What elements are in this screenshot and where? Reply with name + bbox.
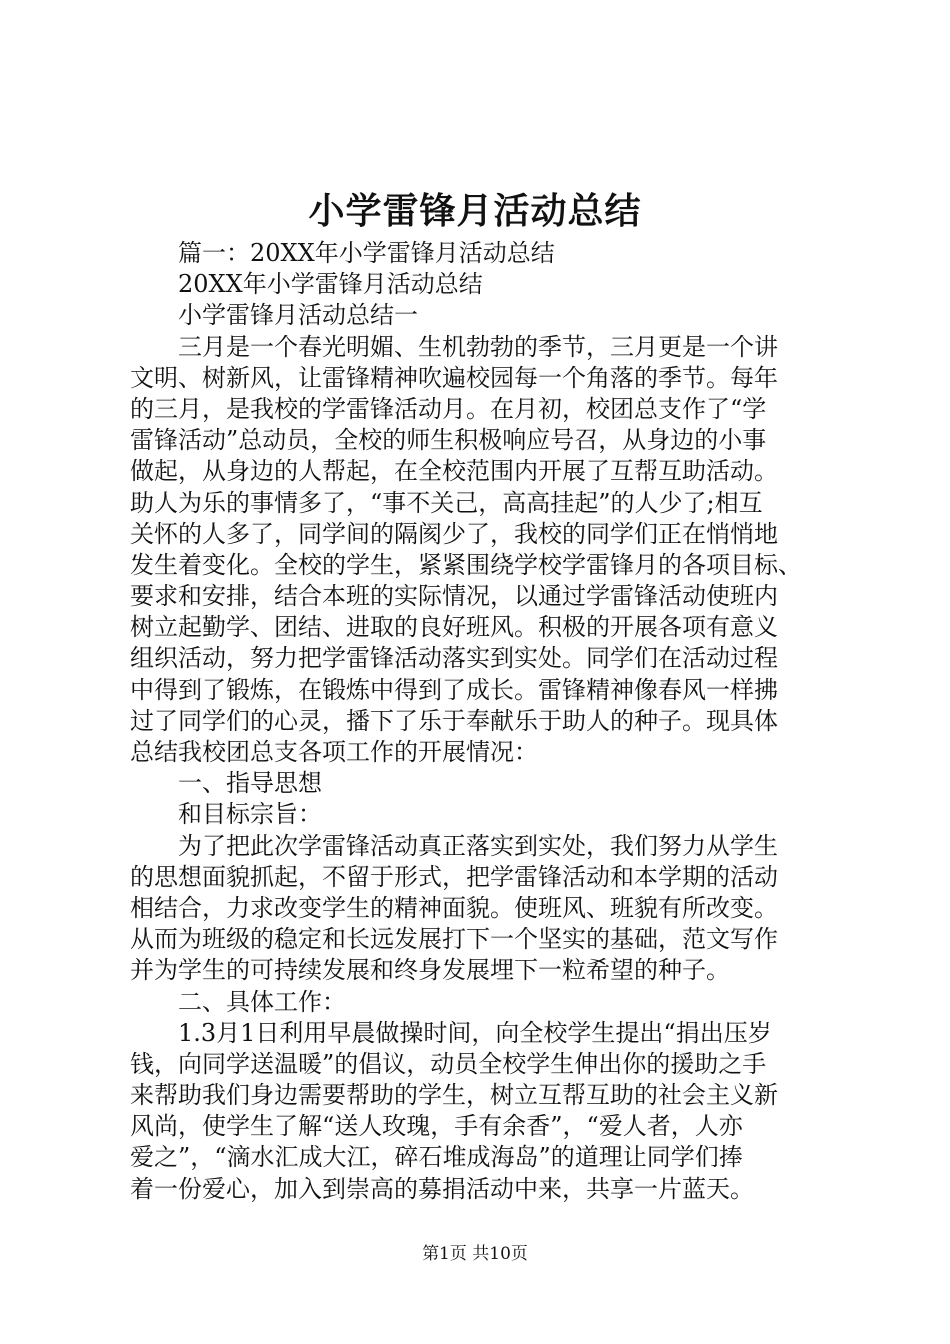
text-line: 和目标宗旨： [178,800,322,829]
text-line: 树立起勤学、团结、进取的良好班风。积极的开展各项有意义 [130,613,778,642]
text-line: 组织活动，努力把学雷锋活动落实到实处。同学们在活动过程 [130,644,778,673]
text-line: 总结我校团总支各项工作的开展情况： [130,738,538,766]
text-line: 雷锋活动”总动员，全校的师生积极响应号召，从身边的小事 [130,426,767,455]
text-line: 钱，向同学送温暖”的倡议，动员全校学生伸出你的援助之手 [130,1049,767,1078]
text-line: 二、具体工作： [178,987,346,1016]
text-line: 三月是一个春光明媚、生机勃勃的季节，三月更是一个讲 [178,332,778,361]
text-line: 为了把此次学雷锋活动真正落实到实处，我们努力从学生 [178,831,778,860]
text-line: 20XX年小学雷锋月活动总结 [178,270,483,299]
text-line: 小学雷锋月活动总结一 [178,301,418,330]
text-line: 篇一：20XX年小学雷锋月活动总结 [178,239,555,267]
text-line: 并为学生的可持续发展和终身发展埋下一粒希望的种子。 [130,956,730,985]
text-line: 的思想面貌抓起，不留于形式，把学雷锋活动和本学期的活动 [130,862,778,891]
text-line: 一、指导思想 [178,769,322,798]
text-line: 过了同学们的心灵，播下了乐于奉献乐于助人的种子。现具体 [130,706,778,735]
document-title: 小学雷锋月活动总结 [308,190,642,232]
text-line: 相结合，力求改变学生的精神面貌。使班风、班貌有所改变。 [130,893,778,922]
text-line: 做起，从身边的人帮起，在全校范围内开展了互帮互助活动。 [130,457,778,486]
document-body [130,238,840,1205]
text-line: 的三月，是我校的学雷锋活动月。在月初，校团总支作了“学 [130,394,767,423]
text-line: 中得到了锻炼，在锻炼中得到了成长。雷锋精神像春风一样拂 [130,675,778,704]
text-line: 发生着变化。全校的学生，紧紧围绕学校学雷锋月的各项目标、 [130,550,802,579]
text-line: 风尚，使学生了解“送人玫瑰，手有余香”，“爱人者，人亦 [130,1112,743,1141]
text-line: 来帮助我们身边需要帮助的学生，树立互帮互助的社会主义新 [130,1081,778,1110]
text-line: 爱之”，“滴水汇成大江，碎石堆成海岛”的道理让同学们捧 [130,1143,743,1172]
text-line: 助人为乐的事情多了，“事不关己，高高挂起”的人少了;相互 [130,488,763,517]
text-line: 1.3月1日利用早晨做操时间，向全校学生提出“捐出压岁 [178,1018,772,1047]
text-line: 关怀的人多了，同学间的隔阂少了，我校的同学们正在悄悄地 [130,519,778,548]
text-line: 文明、树新风，让雷锋精神吹遍校园每一个角落的季节。每年 [130,363,778,392]
text-line: 着一份爱心，加入到崇高的募捐活动中来，共享一片蓝天。 [130,1174,754,1203]
text-line: 从而为班级的稳定和长远发展打下一个坚实的基础，范文写作 [130,925,778,954]
page-footer: 第1页 共10页 [422,1244,528,1264]
text-line: 要求和安排，结合本班的实际情况，以通过学雷锋活动使班内 [130,582,778,611]
